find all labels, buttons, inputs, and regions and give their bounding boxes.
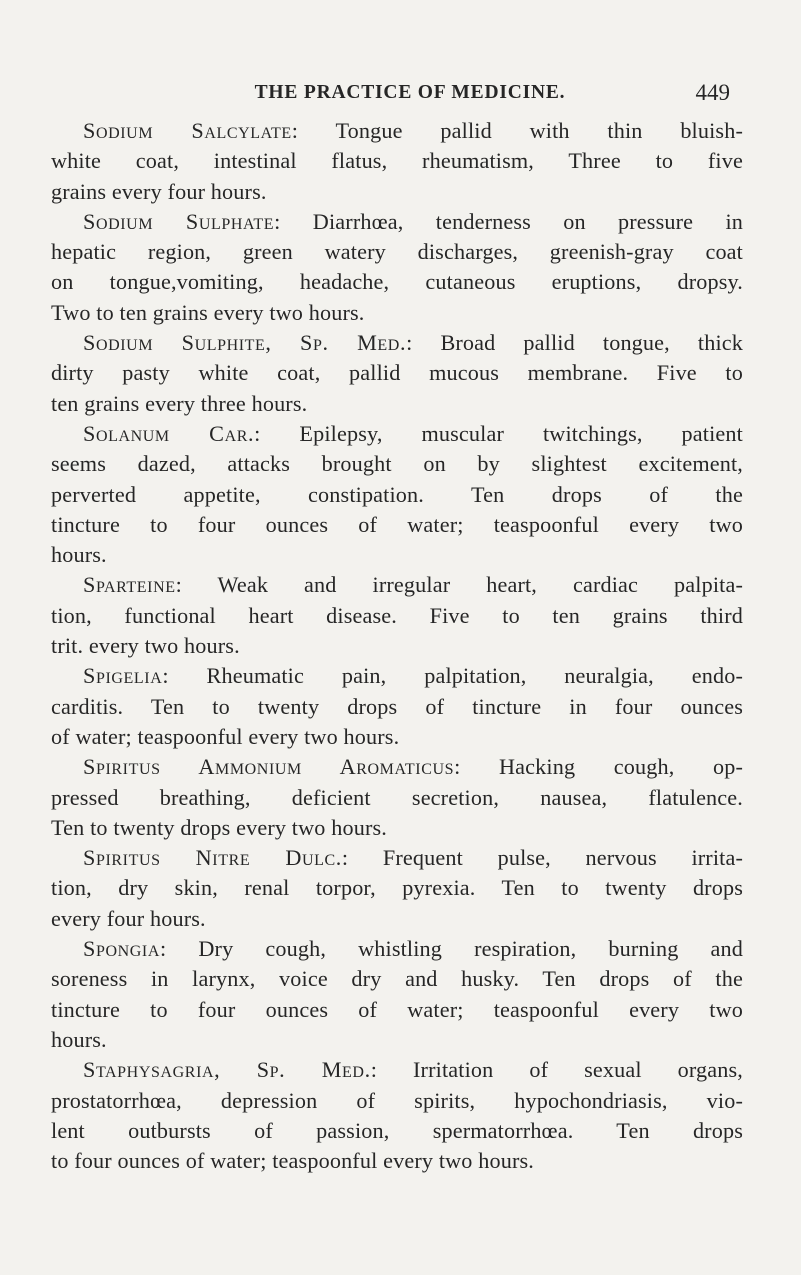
entry-line: tion, dry skin, renal torpor, pyrexia. Ten to twenty drops bbox=[51, 875, 743, 901]
entry-solanum-car bbox=[51, 419, 743, 570]
entry-sodium-salcylate bbox=[51, 116, 743, 207]
entry-sparteine bbox=[51, 570, 743, 661]
entry-line bbox=[51, 1055, 743, 1085]
entry-spongia bbox=[51, 934, 743, 1055]
entry-line: dirty pasty white coat, pallid mucous membrane. Five to bbox=[51, 360, 743, 386]
entry-heading: Sodium Sulphite, Sp. Med. bbox=[83, 330, 407, 356]
entry-heading: Staphysagria, Sp. Med. bbox=[83, 1057, 371, 1083]
entry-line: soreness in larynx, voice dry and husky. Ten drops of the bbox=[51, 966, 743, 992]
entry-text: : Epilepsy, muscular twitchings, patient bbox=[254, 420, 743, 446]
entry-heading: Sodium Sulphate bbox=[83, 208, 275, 234]
page-number: 449 bbox=[695, 80, 730, 105]
entry-sodium-sulphite bbox=[51, 328, 743, 419]
entry-spiritus-ammonium bbox=[51, 752, 743, 843]
body-text bbox=[51, 116, 743, 1176]
entry-heading: Spiritus Nitre Dulc. bbox=[83, 845, 342, 871]
entry-heading: Sparteine bbox=[83, 572, 176, 598]
entry-spiritus-nitre bbox=[51, 843, 743, 934]
entry-line: hours. bbox=[51, 1026, 107, 1052]
entry-heading: Spiritus Ammonium Aromaticus bbox=[83, 754, 455, 780]
entry-line: perverted appetite, constipation. Ten drops of the bbox=[51, 481, 743, 507]
entry-line: lent outbursts of passion, spermatorrhœa. Ten drops bbox=[51, 1117, 743, 1143]
entry-line: carditis. Ten to twenty drops of tincture in four ounces bbox=[51, 693, 743, 719]
entry-line bbox=[51, 752, 743, 782]
entry-line: pressed breathing, deficient secretion, nausea, flatulence. bbox=[51, 784, 743, 810]
entry-line: trit. every two hours. bbox=[51, 633, 240, 659]
entry-line bbox=[51, 207, 743, 237]
entry-text: : Weak and irregular heart, cardiac palpita- bbox=[175, 572, 743, 598]
entry-line bbox=[51, 661, 743, 691]
entry-line: every four hours. bbox=[51, 905, 206, 931]
entry-heading: Spongia bbox=[83, 936, 160, 962]
entry-line: Two to ten grains every two hours. bbox=[51, 299, 365, 325]
entry-text: : Frequent pulse, nervous irrita- bbox=[341, 845, 743, 871]
entry-line bbox=[51, 843, 743, 873]
entry-line: prostatorrhœa, depression of spirits, hypochondriasis, vio- bbox=[51, 1087, 743, 1113]
entry-text: : Tongue pallid with thin bluish- bbox=[291, 118, 743, 143]
entry-line: tincture to four ounces of water; teaspoonful every two bbox=[51, 511, 743, 537]
entry-line: tincture to four ounces of water; teaspoonful every two bbox=[51, 996, 743, 1022]
entry-text: : Irritation of sexual organs, bbox=[370, 1057, 743, 1083]
entry-line: tion, functional heart disease. Five to ten grains third bbox=[51, 602, 743, 628]
entry-text: : Broad pallid tongue, thick bbox=[406, 330, 743, 356]
entry-line: hours. bbox=[51, 542, 107, 568]
entry-line bbox=[51, 419, 743, 449]
entry-line: hepatic region, green watery discharges, greenish-gray coat bbox=[51, 239, 743, 265]
entry-line bbox=[51, 570, 743, 600]
running-title: THE PRACTICE OF MEDICINE. bbox=[254, 82, 566, 103]
entry-text: : Diarrhœa, tenderness on pressure in bbox=[274, 208, 744, 234]
entry-line: on tongue,vomiting, headache, cutaneous eruptions, dropsy. bbox=[51, 269, 743, 295]
entry-heading: Solanum Car. bbox=[83, 420, 255, 446]
entry-line: of water; teaspoonful every two hours. bbox=[51, 723, 400, 749]
entry-line bbox=[51, 934, 743, 964]
entry-line: seems dazed, attacks brought on by slightest excitement, bbox=[51, 451, 743, 477]
entry-line: ten grains every three hours. bbox=[51, 390, 308, 416]
entry-line: Ten to twenty drops every two hours. bbox=[51, 814, 387, 840]
entry-line bbox=[51, 328, 743, 358]
entry-line: to four ounces of water; teaspoonful every two hours. bbox=[51, 1148, 534, 1174]
entry-heading: Sodium Salcylate bbox=[83, 118, 292, 143]
entry-line: white coat, intestinal flatus, rheumatism, Three to five bbox=[51, 148, 743, 174]
entry-text: : Hacking cough, op- bbox=[454, 754, 743, 780]
entry-line: grains every four hours. bbox=[51, 178, 267, 204]
entry-text: : Dry cough, whistling respiration, burning and bbox=[160, 936, 743, 962]
entry-line bbox=[51, 116, 743, 146]
entry-spigelia bbox=[51, 661, 743, 752]
entry-sodium-sulphate bbox=[51, 207, 743, 328]
entry-heading: Spigelia bbox=[83, 663, 163, 689]
entry-staphysagria bbox=[51, 1055, 743, 1176]
entry-text: : Rheumatic pain, palpitation, neuralgia, endo- bbox=[162, 663, 743, 689]
